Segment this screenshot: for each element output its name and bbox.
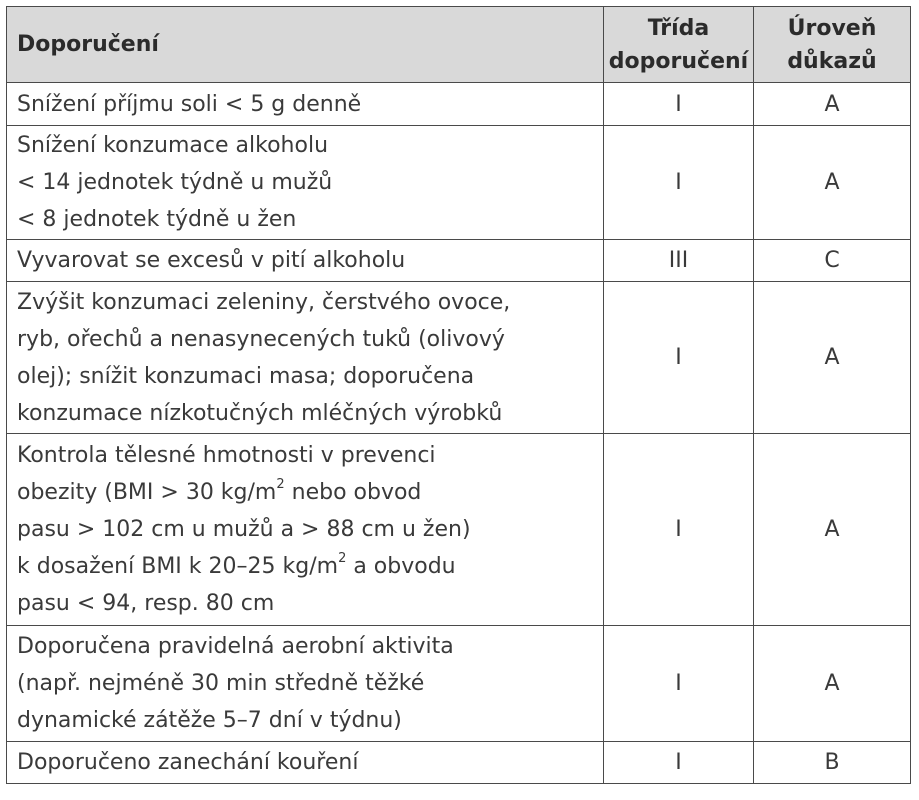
recommendation-cell: [7, 434, 604, 626]
class-cell: I: [604, 83, 754, 126]
recommendation-text: < 14 jednotek týdně u mužů: [17, 170, 333, 195]
recommendation-text: [17, 474, 597, 511]
header-recommendation: Doporučení: [7, 7, 604, 83]
recommendation-text: pasu > 102 cm u mužů a > 88 cm u žen): [17, 517, 471, 542]
recommendation-cell: [7, 240, 604, 282]
header-level-line2: důkazů: [787, 48, 877, 74]
superscript: 2: [276, 476, 285, 492]
table-header-row: [7, 7, 911, 83]
recommendations-table-container: [6, 6, 910, 784]
recommendation-text: Snížení příjmu soli < 5 g denně: [17, 91, 362, 117]
recommendation-text: Zvýšit konzumaci zeleniny, čerstvého ovoce,: [17, 289, 511, 315]
table-row: [7, 126, 911, 240]
table-row: [7, 282, 911, 434]
recommendation-text: [17, 548, 597, 585]
recommendation-text: Snížení konzumace alkoholu: [17, 133, 329, 158]
level-cell: A: [754, 282, 911, 434]
class-cell: I: [604, 742, 754, 784]
table-row: [7, 742, 911, 784]
recommendation-cell: [7, 626, 604, 742]
recommendation-text: < 8 jednotek týdně u žen: [17, 207, 297, 232]
recommendation-text: konzumace nízkotučných mléčných výrobků: [17, 400, 503, 426]
level-cell: C: [754, 240, 911, 282]
table-row: [7, 434, 911, 626]
header-recommendation-class: [604, 7, 754, 83]
class-cell: I: [604, 434, 754, 626]
recommendation-cell: [7, 742, 604, 784]
recommendation-text: Doporučeno zanechání kouření: [17, 750, 359, 775]
recommendation-text-part: obezity (BMI > 30 kg/m: [17, 480, 277, 505]
recommendation-text: ryb, ořechů a nenasynecených tuků (olivový: [17, 326, 505, 352]
recommendation-text: Kontrola tělesné hmotnosti v prevenci: [17, 443, 436, 468]
level-cell: A: [754, 626, 911, 742]
recommendation-text: pasu < 94, resp. 80 cm: [17, 591, 275, 616]
recommendation-text: Doporučena pravidelná aerobní aktivita: [17, 634, 454, 659]
recommendation-text: (např. nejméně 30 min středně těžké: [17, 671, 425, 696]
level-cell: B: [754, 742, 911, 784]
class-cell: III: [604, 240, 754, 282]
class-cell: I: [604, 282, 754, 434]
header-evidence-level: [754, 7, 911, 83]
header-level-line1: Úroveň: [787, 15, 877, 41]
recommendation-cell: [7, 83, 604, 126]
table-row: [7, 240, 911, 282]
class-cell: I: [604, 626, 754, 742]
recommendation-text-part: k dosažení BMI k 20–25 kg/m: [17, 554, 339, 579]
superscript: 2: [338, 550, 347, 566]
class-cell: I: [604, 126, 754, 240]
table-row: [7, 83, 911, 126]
level-cell: A: [754, 126, 911, 240]
level-cell: A: [754, 434, 911, 626]
recommendation-text-part: nebo obvod: [284, 480, 422, 505]
recommendation-cell: [7, 126, 604, 240]
recommendation-text: dynamické zátěže 5–7 dní v týdnu): [17, 708, 402, 733]
recommendation-text: olej); snížit konzumaci masa; doporučena: [17, 363, 475, 389]
level-cell: A: [754, 83, 911, 126]
header-class-line2: doporučení: [608, 48, 749, 74]
recommendation-text: Vyvarovat se excesů v pití alkoholu: [17, 248, 406, 273]
recommendations-table: [6, 6, 911, 784]
recommendation-text-part: a obvodu: [346, 554, 456, 579]
header-class-line1: Třída: [647, 15, 710, 41]
recommendation-cell: [7, 282, 604, 434]
table-row: [7, 626, 911, 742]
